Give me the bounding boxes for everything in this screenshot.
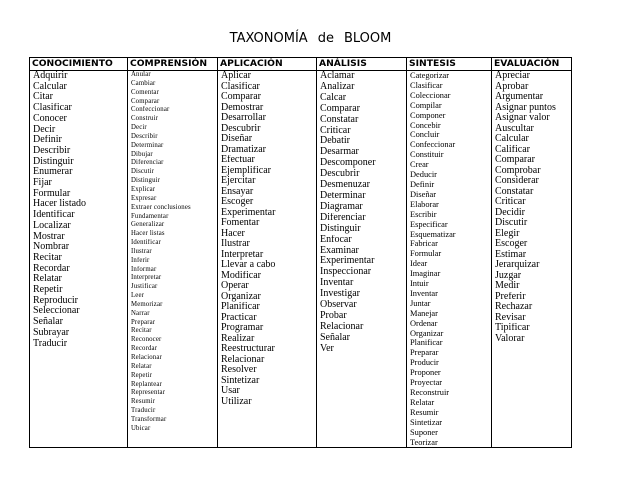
verb-item: Concebir: [410, 120, 441, 130]
verb-item: Explicar: [131, 185, 156, 193]
verb-item: Planificar: [221, 302, 260, 312]
verb-item: Generalizar: [131, 221, 165, 229]
verb-item: Describir: [33, 145, 71, 156]
verb-item: Traducir: [131, 407, 156, 415]
verb-item: Expresar: [131, 194, 157, 202]
verb-item: Producir: [410, 358, 439, 368]
verb-item: Identificar: [33, 210, 75, 221]
verb-item: Desarrollar: [221, 113, 266, 123]
verb-item: Confeccionar: [131, 106, 170, 114]
verb-item: Citar: [33, 92, 53, 103]
verb-item: Esquematizar: [410, 229, 456, 239]
verb-item: Compilar: [410, 100, 442, 110]
verb-item: Hacer listado: [33, 199, 87, 210]
verb-item: Manejar: [410, 308, 438, 318]
verb-item: Probar: [320, 310, 347, 321]
verb-item: Diferenciar: [320, 212, 366, 223]
verb-item: Hacer listas: [131, 230, 165, 238]
verb-item: Aclamar: [320, 71, 355, 81]
column-evaluacion: [492, 71, 572, 448]
verb-item: Calcular: [33, 81, 67, 92]
verb-item: Discutir: [131, 168, 155, 176]
verb-item: Informar: [131, 265, 157, 273]
verb-item: Auscultar: [495, 123, 534, 134]
verb-list-comprension: [128, 71, 217, 434]
verb-item: Reconocer: [131, 336, 162, 344]
verb-item: Considerar: [495, 176, 539, 186]
column-conocimiento: [30, 71, 128, 448]
verb-item: Tipificar: [495, 323, 530, 333]
verb-item: Escoger: [221, 197, 254, 207]
verb-item: Fundamentar: [131, 212, 169, 220]
verb-item: Repetir: [33, 285, 63, 296]
bloom-taxonomy-table: [29, 57, 572, 448]
verb-item: Decir: [131, 124, 147, 132]
verb-item: Clasificar: [221, 81, 260, 92]
verb-item: Fomentar: [221, 218, 260, 228]
verb-item: Traducir: [33, 338, 68, 349]
verb-item: Comentar: [131, 88, 160, 96]
verb-item: Diseñar: [221, 134, 253, 144]
verb-item: Criticar: [495, 197, 526, 207]
verb-item: Utilizar: [221, 396, 252, 407]
verb-list-evaluacion: [492, 71, 571, 344]
header-evaluacion: EVALUACIÓN: [492, 58, 572, 71]
verb-item: Construir: [131, 115, 159, 123]
verb-item: Cambiar: [131, 79, 156, 87]
verb-item: Preferir: [495, 291, 526, 302]
verb-item: Inspeccionar: [320, 267, 372, 278]
verb-list-aplicacion: [218, 71, 316, 407]
verb-item: Usar: [221, 386, 240, 396]
verb-item: Planificar: [410, 338, 443, 348]
verb-item: Escoger: [495, 239, 528, 249]
verb-item: Dibujar: [131, 150, 153, 158]
verb-item: Especificar: [410, 219, 448, 229]
verbs-row: [30, 71, 572, 448]
header-row: [30, 58, 572, 71]
verb-item: Determinar: [131, 141, 164, 149]
verb-item: Interpretar: [131, 274, 162, 282]
verb-item: Resolver: [221, 365, 257, 375]
verb-item: Medir: [495, 281, 520, 291]
verb-item: Argumentar: [495, 92, 544, 102]
verb-item: Memorizar: [131, 300, 163, 308]
verb-item: Criticar: [320, 125, 351, 136]
verb-item: Juntar: [410, 298, 431, 308]
verb-item: Seleccionar: [33, 306, 80, 317]
verb-item: Crear: [410, 160, 429, 170]
verb-item: Clasificar: [410, 80, 443, 90]
verb-item: Efectuar: [221, 155, 255, 165]
verb-item: Narrar: [131, 309, 150, 317]
verb-item: Recitar: [131, 327, 152, 335]
verb-item: Recordar: [131, 345, 158, 353]
verb-item: Ver: [320, 343, 334, 354]
verb-item: Juzgar: [495, 270, 522, 281]
verb-item: Sintetizar: [410, 417, 443, 427]
verb-item: Enfocar: [320, 234, 352, 245]
verb-item: Ordenar: [410, 318, 438, 328]
verb-item: Clasificar: [33, 103, 72, 114]
verb-item: Calificar: [495, 144, 530, 155]
verb-item: Inferir: [131, 256, 150, 264]
verb-item: Dramatizar: [221, 144, 266, 155]
verb-item: Nombrar: [33, 242, 70, 253]
verb-item: Ensayar: [221, 186, 254, 197]
verb-item: Relatar: [33, 274, 62, 285]
verb-item: Demostrar: [221, 102, 264, 113]
verb-item: Operar: [221, 281, 249, 291]
verb-item: Programar: [221, 323, 264, 333]
verb-item: Subrayar: [33, 327, 70, 338]
verb-item: Rechazar: [495, 302, 533, 312]
verb-item: Reestructurar: [221, 344, 275, 354]
verb-item: Constituir: [410, 150, 444, 160]
verb-item: Interpretar: [221, 249, 264, 260]
verb-item: Investigar: [320, 289, 360, 300]
verb-item: Inventar: [320, 278, 354, 289]
verb-item: Desarmar: [320, 147, 359, 158]
verb-item: Escribir: [410, 209, 437, 219]
verb-item: Hacer: [221, 228, 245, 239]
verb-item: Imaginar: [410, 269, 441, 279]
verb-item: Decir: [33, 124, 56, 135]
verb-item: Realizar: [221, 333, 255, 344]
title-main: TAXONOMÍA: [229, 31, 308, 46]
verb-item: Resumir: [131, 398, 156, 406]
verb-item: Ilustrar: [221, 239, 250, 249]
header-conocimiento: CONOCIMIENTO: [30, 58, 128, 71]
verb-item: Decidir: [495, 207, 525, 218]
verb-item: Relatar: [131, 362, 152, 370]
verb-item: Leer: [131, 292, 145, 300]
verb-item: Relatar: [410, 397, 435, 407]
verb-item: Recordar: [33, 263, 70, 274]
verb-item: Diferenciar: [131, 159, 164, 167]
verb-item: Formular: [33, 188, 71, 199]
verb-item: Discutir: [495, 218, 528, 228]
verb-item: Ilustrar: [131, 247, 152, 255]
verb-item: Estimar: [495, 249, 527, 260]
verb-item: Aprobar: [495, 81, 529, 92]
verb-item: Observar: [320, 300, 357, 311]
verb-item: Relacionar: [320, 321, 364, 332]
verb-item: Descomponer: [320, 158, 376, 169]
verb-item: Fabricar: [410, 239, 438, 249]
verb-item: Sintetizar: [221, 375, 260, 386]
column-comprension: [128, 71, 218, 448]
title-name: BLOOM: [343, 31, 392, 46]
verb-item: Anular: [131, 71, 151, 78]
verb-item: Constatar: [495, 186, 534, 197]
verb-list-sintesis: [407, 71, 491, 447]
verb-item: Relacionar: [221, 354, 265, 365]
verb-item: Justificar: [131, 283, 158, 291]
verb-item: Resumir: [410, 407, 439, 417]
verb-item: Definir: [33, 135, 62, 146]
verb-list-analisis: [317, 71, 406, 355]
header-comprension: COMPRENSIÓN: [128, 58, 218, 71]
verb-list-conocimiento: [30, 71, 127, 349]
verb-item: Aplicar: [221, 71, 251, 81]
column-aplicacion: [218, 71, 317, 448]
verb-item: Componer: [410, 110, 446, 120]
verb-item: Descubrir: [221, 123, 261, 134]
verb-item: Llevar a cabo: [221, 260, 276, 270]
verb-item: Distinguir: [320, 223, 361, 234]
verb-item: Recitar: [33, 252, 62, 263]
verb-item: Coleccionar: [410, 90, 451, 100]
verb-item: Confeccionar: [410, 140, 456, 150]
verb-item: Suponer: [410, 427, 438, 437]
verb-item: Teorizar: [410, 437, 438, 447]
verb-item: Examinar: [320, 245, 359, 256]
column-analisis: [317, 71, 407, 448]
verb-item: Idear: [410, 259, 428, 269]
verb-item: Enumerar: [33, 167, 73, 178]
verb-item: Fijar: [33, 178, 52, 189]
verb-item: Debatir: [320, 136, 350, 147]
verb-item: Mostrar: [33, 231, 65, 242]
verb-item: Jerarquizar: [495, 260, 540, 270]
verb-item: Diagramar: [320, 201, 363, 212]
verb-item: Organizar: [221, 291, 261, 302]
verb-item: Describir: [131, 132, 158, 140]
verb-item: Ejercitar: [221, 176, 256, 186]
verb-item: Extraer conclusiones: [131, 203, 191, 211]
verb-item: Distinguir: [33, 156, 74, 167]
verb-item: Proponer: [410, 368, 441, 378]
verb-item: Definir: [410, 179, 435, 189]
verb-item: Calcar: [320, 92, 347, 103]
verb-item: Transformar: [131, 415, 167, 423]
verb-item: Señalar: [320, 332, 350, 343]
header-analisis: ANÁLISIS: [317, 58, 407, 71]
column-sintesis: [407, 71, 492, 448]
verb-item: Categorizar: [410, 71, 450, 80]
verb-item: Experimentar: [221, 207, 276, 218]
verb-item: Organizar: [410, 328, 444, 338]
verb-item: Comparar: [221, 92, 261, 102]
verb-item: Asignar valor: [495, 113, 550, 123]
verb-item: Descubrir: [320, 169, 360, 180]
verb-item: Experimentar: [320, 256, 375, 267]
verb-item: Reconstruir: [410, 388, 450, 397]
verb-item: Repetir: [131, 371, 153, 379]
verb-item: Preparar: [131, 318, 156, 326]
verb-item: Analizar: [320, 81, 355, 92]
verb-item: Elegir: [495, 228, 520, 239]
verb-item: Desmenuzar: [320, 180, 370, 191]
verb-item: Señalar: [33, 317, 63, 328]
verb-item: Comprobar: [495, 165, 541, 176]
verb-item: Relacionar: [131, 354, 162, 361]
verb-item: Inventar: [410, 288, 438, 298]
verb-item: Adquirir: [33, 71, 68, 81]
verb-item: Intuir: [410, 279, 429, 289]
verb-item: Comparar: [131, 97, 160, 105]
verb-item: Practicar: [221, 312, 257, 323]
verb-item: Diseñar: [410, 189, 437, 199]
verb-item: Concluir: [410, 130, 440, 140]
verb-item: Conocer: [33, 113, 67, 124]
verb-item: Formular: [410, 249, 442, 259]
verb-item: Proyectar: [410, 378, 443, 388]
verb-item: Constatar: [320, 114, 359, 125]
verb-item: Determinar: [320, 190, 366, 201]
verb-item: Representar: [131, 389, 166, 397]
verb-item: Valorar: [495, 333, 525, 344]
verb-item: Localizar: [33, 220, 71, 231]
verb-item: Revisar: [495, 312, 526, 323]
header-sintesis: SINTESIS: [407, 58, 492, 71]
verb-item: Preparar: [410, 348, 439, 358]
verb-item: Modificar: [221, 270, 261, 281]
verb-item: Deducir: [410, 170, 437, 180]
verb-item: Calcular: [495, 134, 529, 144]
verb-item: Comparar: [320, 103, 360, 114]
verb-item: Reproducir: [33, 295, 78, 306]
verb-item: Distinguir: [131, 177, 161, 185]
verb-item: Ubicar: [131, 424, 151, 432]
verb-item: Elaborar: [410, 199, 439, 209]
verb-item: Asignar puntos: [495, 102, 556, 113]
verb-item: Ejemplificar: [221, 165, 271, 176]
verb-item: Comparar: [495, 155, 535, 165]
verb-item: Replantear: [131, 380, 162, 388]
title-connector: de: [317, 31, 334, 46]
header-aplicacion: APLICACIÓN: [218, 58, 317, 71]
page-title: [0, 31, 621, 46]
verb-item: Identificar: [131, 239, 161, 247]
verb-item: Apreciar: [495, 71, 530, 81]
